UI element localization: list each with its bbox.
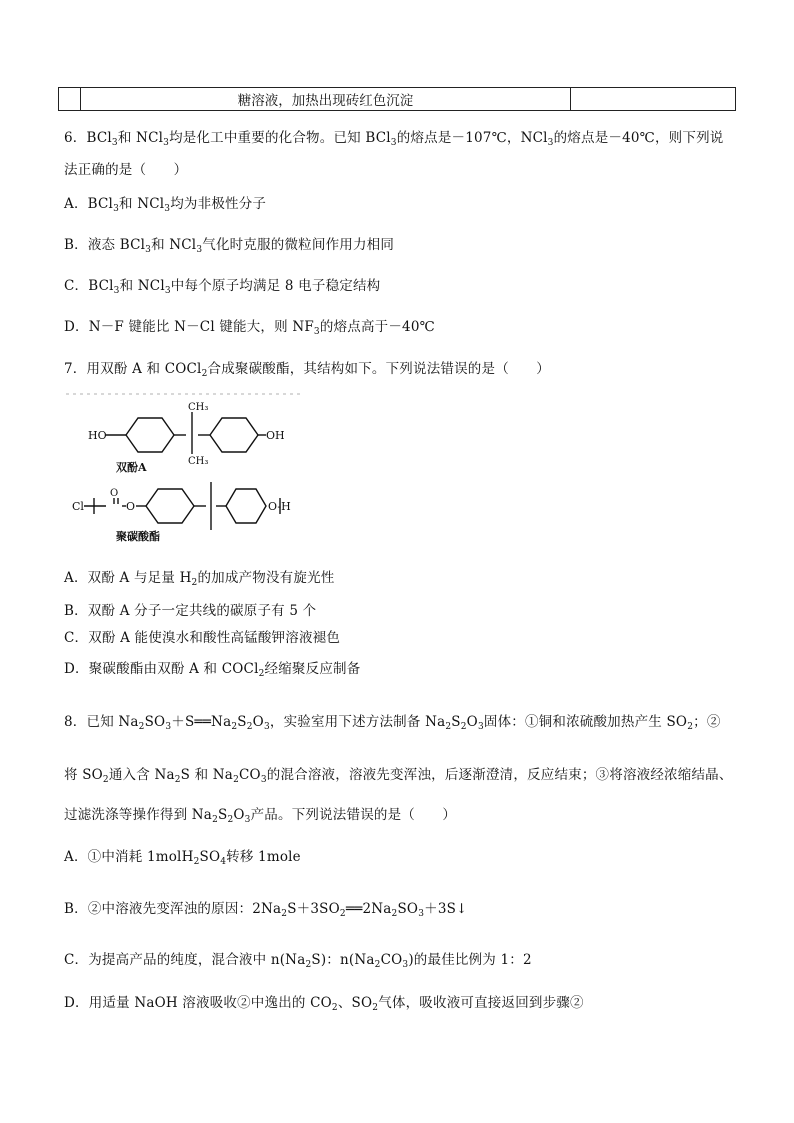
q6-stem-line2: 法正确的是（ ）: [64, 162, 188, 178]
fig-ring-right: [210, 418, 258, 452]
q6-option-a: A．BCl$_3$和 NCl$_3$均为非极性分子: [64, 196, 267, 214]
fig-ch3-top: CH₃: [188, 402, 209, 413]
structure-figure: [66, 392, 302, 548]
q8-option-b: B．②中溶液先变浑浊的原因：$2Na_2S+3SO_2══2Na_2SO_3+3S↓$: [64, 901, 468, 919]
q6-stem: 6．BCl$_3$和 NCl$_3$均是化工中重要的化合物。已知 BCl$_3$的熔点是－107℃，NCl$_3$的熔点是－40℃，则下列说: [64, 130, 724, 148]
q8-option-d: D．用适量 NaOH 溶液吸收②中逸出的 $CO_2$、$SO_2$气体，吸收液可直接返回到步骤②: [64, 995, 584, 1013]
table-row: [58, 87, 736, 111]
fig-cl-label: Cl: [72, 500, 84, 513]
fig-label-polycarbonate: 聚碳酸酯: [116, 530, 160, 543]
fig-ho-label: HO: [88, 429, 107, 442]
q8-option-a: A．①中消耗 $1molH_2SO_4$转移 1mole: [64, 849, 301, 867]
fig-oh-label: OH: [266, 429, 285, 442]
fig-carbonyl-o: O: [110, 488, 119, 499]
fig-polymer-end: O-H: [268, 500, 291, 513]
q8-stem-line1: 8．已知 $Na_2SO_3+S══Na_2S_2O_3$，实验室用下述方法制备 $Na_2S_2O_3$固体：①铜和浓硫酸加热产生 $SO_2$；②: [64, 714, 721, 732]
q7-option-b: B．双酚 A 分子一定共线的碳原子有 5 个: [64, 603, 317, 619]
q7-option-a: A．双酚 A 与足量 $H_2$的加成产物没有旋光性: [64, 570, 335, 588]
q6-option-d: D．N－F 键能比 N－Cl 键能大，则 $NF_3$的熔点高于－40℃: [64, 319, 435, 337]
table-cell-number: [59, 88, 81, 110]
fig-ester-o: O: [126, 500, 136, 513]
table-cell-result: [571, 88, 735, 110]
q8-stem-line3: 过滤洗涤等操作得到 $Na_2S_2O_3$产品。下列说法错误的是（ ）: [64, 807, 457, 825]
fig-pc-ring-right: [226, 489, 266, 523]
fig-ch3-bottom: CH₃: [188, 456, 209, 467]
q6-option-c: C．BCl$_3$和 NCl$_3$中每个原子均满足 8 电子稳定结构: [64, 278, 381, 296]
q8-stem-line2: 将 $SO_2$通入含 $Na_2S$ 和 $Na_2CO_3$的混合溶液，溶液先变浑浊，后逐渐澄清，反应结束；③将溶液经浓缩结晶、: [64, 767, 733, 785]
q7-stem: 7．用双酚 A 和 COCl$_2$合成聚碳酸酯，其结构如下。下列说法错误的是（ ）: [64, 361, 550, 379]
q6-option-b: B．液态 BCl$_3$和 NCl$_3$气化时克服的微粒间作用力相同: [64, 237, 395, 255]
fig-ring-left: [126, 418, 174, 452]
q8-option-c: C．为提高产品的纯度，混合液中 $n(Na_2S)$：$n(Na_2CO_3)$的最佳比例为 1：2: [64, 952, 532, 970]
q7-option-c: C．双酚 A 能使溴水和酸性高锰酸钾溶液褪色: [64, 630, 341, 646]
fig-pc-ring-left: [146, 489, 194, 523]
q7-option-d: D．聚碳酸酯由双酚 A 和 COCl$_2$经缩聚反应制备: [64, 661, 361, 679]
fig-label-bisphenol-a: 双酚A: [116, 461, 147, 474]
table-cell-content: 糖溶液，加热出现砖红色沉淀: [81, 88, 571, 110]
